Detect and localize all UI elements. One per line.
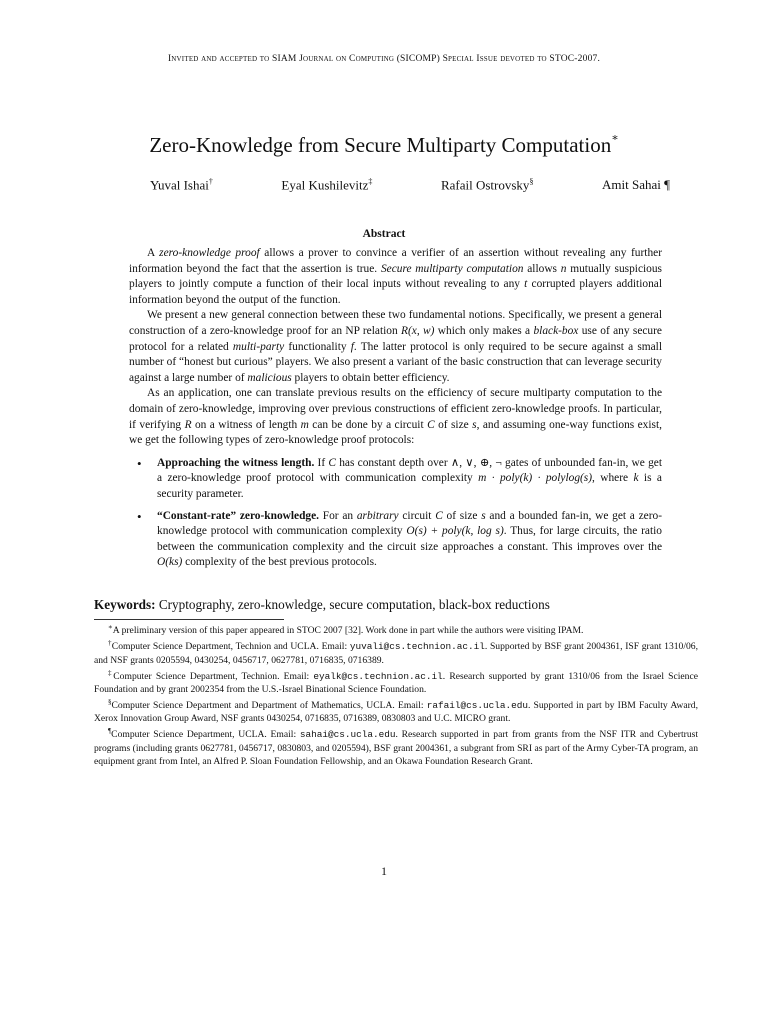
abstract-heading: Abstract — [362, 228, 406, 240]
author-sahai: Amit Sahai ¶ — [601, 177, 670, 192]
footnote-rule — [94, 619, 284, 620]
list-item: • Approaching the witness length. If C has constant depth over ∧, ∨, ⊕, ¬ gates of unbounded fan-in, we get a zero-knowledge proof protocol with communication complexity m · poly(k) · polylog(s), where k is a security parameter. — [151, 456, 662, 503]
email-link[interactable]: rafail@cs.ucla.edu — [426, 700, 528, 712]
results-list — [129, 456, 662, 571]
keywords-text: Cryptography, zero-knowledge, secure computation, black-box reductions — [155, 597, 550, 612]
footnote: ¶Computer Science Department, UCLA. Email: sahai@cs.ucla.edu. Research supported in part from grants from the NSF ITR and Cybertrust programs (including grants 0627781, 0456717, 0830803, and 0205594), BSF grant 2004361, a subgrant from SRI as part of the Army Cyber-TA program, an equipment grant from Intel, an Alfred P. Sloan Foundation Fellowship, and an Okawa Foundation Research Grant. — [94, 727, 699, 767]
list-item: • “Constant-rate” zero-knowledge. For an arbitrary circuit C of size s and a bounded fan-in, we get a zero-knowledge protocol with communication complexity O(s) + poly(k, log s). Thus, for large circuits, the ratio between the communication complexity and the circuit size approaches a constant. This improves over the O(ks) complexity of the best previous protocols. — [151, 509, 662, 571]
paper-title-text: Zero-Knowledge from Secure Multiparty Computation — [149, 133, 612, 157]
footnote: ‡Computer Science Department, Technion. Email: eyalk@cs.technion.ac.il. Research supported by grant 1310/06 from the Israel Science Foundation and by grant 2002354 from the U.S.-Israel Binational Science Foundation. — [94, 668, 698, 695]
footnote: †Computer Science Department, Technion and UCLA. Email: yuvali@cs.technion.ac.il. Supported by BSF grant 2004361, ISF grant 1310/06, and NSF grants 0205594, 0430254, 0456717, 0627781, 0716835, 0716389. — [94, 639, 698, 666]
abstract-paragraph-2: We present a new general connection between these two fundamental notions. Specifically, we present a general construction of a zero-knowledge proof for an NP relation R(x, w) which only makes a black-box use of any secure protocol for a related multi-party functionality f. The latter protocol is only required to be secure against a small number of “honest but curious” players. We also present a variant of the basic construction that can leverage security against a large number of malicious players to obtain better efficiency. — [129, 309, 662, 384]
author-ishai: Yuval Ishai† — [150, 177, 213, 193]
keywords-label: Keywords: — [94, 597, 156, 612]
abstract-body — [129, 246, 662, 577]
footnote: §Computer Science Department and Department of Mathematics, UCLA. Email: rafail@cs.ucla.edu. Supported in part by IBM Faculty Award, Xerox Innovation Group Award, NSF grants 0430254, 0716835, 0716389, 0830803 and U.C. MICRO grant. — [94, 698, 698, 725]
email-link[interactable]: eyalk@cs.technion.ac.il — [313, 670, 443, 682]
email-link[interactable]: sahai@cs.ucla.edu — [299, 729, 396, 741]
running-header: Invited and accepted to SIAM Journal on Computing (SICOMP) Special Issue devoted to STOC-2007. — [167, 54, 601, 64]
footnotes — [94, 621, 698, 768]
author-ostrovsky: Rafail Ostrovsky§ — [440, 177, 534, 193]
author-kushilevitz: Eyal Kushilevitz‡ — [281, 177, 373, 193]
footnote: ∗A preliminary version of this paper appeared in STOC 2007 [32]. Work done in part while the authors were visiting IPAM. — [108, 623, 584, 637]
paper-title — [0, 133, 768, 158]
title-footnote-mark: ∗ — [611, 132, 619, 144]
abstract-paragraph-1: A zero-knowledge proof allows a prover to convince a verifier of an assertion without revealing any further information beyond the fact that the assertion is true. Secure multiparty computation allows n mutually suspicious players to jointly compute a function of their local inputs without revealing to any t corrupted players additional information beyond the output of the function. — [129, 247, 662, 306]
keywords-line — [94, 597, 694, 613]
page-number: 1 — [381, 864, 387, 878]
abstract-paragraph-3: As an application, one can translate previous results on the efficiency of secure multiparty computation to the domain of zero-knowledge, improving over previous constructions of efficient zero-knowledge proofs. In particular, if verifying R on a witness of length m can be done by a circuit C of size s, and assuming one-way functions exist, we get the following types of zero-knowledge proof protocols: — [129, 387, 662, 447]
email-link[interactable]: yuvali@cs.technion.ac.il — [349, 641, 485, 653]
author-list — [150, 177, 670, 193]
